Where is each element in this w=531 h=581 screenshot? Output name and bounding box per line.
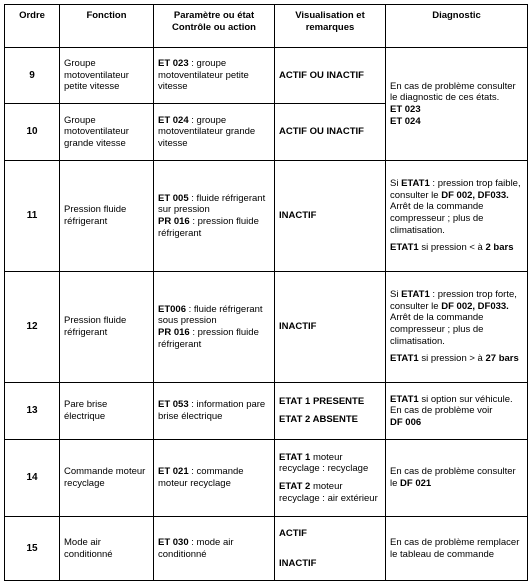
fonction-cell: Pression fluide réfrigerant bbox=[60, 161, 154, 272]
param-cell bbox=[154, 104, 275, 161]
param-code: PR 016 bbox=[158, 327, 190, 338]
diagnostic-table bbox=[4, 4, 528, 581]
param-text: : groupe motoventilateur petite vitesse bbox=[158, 58, 249, 93]
table-row bbox=[5, 383, 528, 440]
diag-text: Arrêt de la commande compresseur ; plus de climatisation. bbox=[390, 201, 484, 236]
diag-code: ETAT1 bbox=[390, 242, 419, 254]
fonction-cell: Pare brise électrique bbox=[60, 383, 154, 440]
diag-text: si pression < à bbox=[418, 242, 486, 254]
header-ordre: Ordre bbox=[5, 5, 60, 48]
vis-line: ACTIF bbox=[279, 527, 307, 539]
param-code: ET 053 bbox=[158, 399, 189, 411]
vis-cell bbox=[275, 383, 386, 440]
param-cell bbox=[154, 440, 275, 517]
diag-text: Arrêt de la commande compresseur ; plus de climatisation. bbox=[390, 312, 484, 347]
param-code: ET 024 bbox=[158, 114, 189, 126]
diag-code: ETAT1 bbox=[390, 393, 419, 405]
fonction-cell: Mode air conditionné bbox=[60, 517, 154, 581]
table-row bbox=[5, 161, 528, 272]
param-code: ET 030 bbox=[158, 536, 189, 548]
diag-cell bbox=[386, 48, 528, 161]
param-code: ET 023 bbox=[158, 58, 189, 70]
diag-text: si option sur véhicule. bbox=[418, 393, 513, 405]
diag-code: ETAT1 bbox=[390, 353, 419, 365]
param-text: : pression fluide réfrigerant bbox=[158, 327, 259, 350]
ordre-cell: 10 bbox=[5, 104, 60, 161]
vis-cell bbox=[275, 440, 386, 517]
diag-code: ET 024 bbox=[390, 115, 421, 127]
table-row bbox=[5, 517, 528, 581]
diag-code: DF 002, DF033. bbox=[441, 189, 509, 201]
diag-cell bbox=[386, 440, 528, 517]
diag-text: : pression trop faible, consulter le bbox=[390, 178, 521, 201]
param-text: : fluide réfrigerant sur pression bbox=[158, 192, 266, 216]
vis-code: ETAT 1 bbox=[279, 451, 311, 463]
diag-text: si pression > à bbox=[418, 353, 486, 365]
param-text: : pression fluide réfrigerant bbox=[158, 216, 259, 239]
header-fonction: Fonction bbox=[60, 5, 154, 48]
param-cell bbox=[154, 161, 275, 272]
vis-line: ETAT 2 ABSENTE bbox=[279, 414, 358, 425]
diag-text: Si bbox=[390, 289, 402, 301]
diag-code: ETAT1 bbox=[401, 178, 430, 190]
param-text: : groupe motoventilateur grande vitesse bbox=[158, 114, 256, 149]
diag-code: ETAT1 bbox=[401, 289, 430, 301]
param-text: : fluide réfrigerant sous pression bbox=[158, 303, 263, 327]
header-visualisation: Visualisation et remarques bbox=[275, 5, 386, 48]
diag-text: Si bbox=[390, 178, 402, 190]
header-parametre: Paramètre ou état Contrôle ou action bbox=[154, 5, 275, 48]
fonction-cell: Pression fluide réfrigerant bbox=[60, 272, 154, 383]
ordre-cell: 9 bbox=[5, 48, 60, 104]
diag-code: 27 bars bbox=[485, 353, 519, 365]
ordre-cell: 13 bbox=[5, 383, 60, 440]
diag-cell bbox=[386, 161, 528, 272]
vis-line: ETAT 1 PRESENTE bbox=[279, 396, 365, 408]
diag-code: ET 023 bbox=[390, 104, 421, 115]
table-row bbox=[5, 48, 528, 104]
param-code: ET 005 bbox=[158, 192, 189, 204]
vis-text: moteur recyclage : air extérieur bbox=[279, 481, 378, 504]
diag-text: : pression trop forte, consulter le bbox=[390, 289, 517, 312]
diag-cell: En cas de problème remplacer le tableau de commande bbox=[386, 517, 528, 581]
header-diagnostic: Diagnostic bbox=[386, 5, 528, 48]
param-text: : information pare brise électrique bbox=[158, 399, 266, 422]
param-cell bbox=[154, 517, 275, 581]
diag-code: DF 006 bbox=[390, 416, 422, 428]
fonction-cell: Commande moteur recyclage bbox=[60, 440, 154, 517]
header-row bbox=[5, 5, 528, 48]
param-code: ET006 bbox=[158, 303, 186, 315]
diag-code: 2 bars bbox=[485, 242, 514, 254]
diag-text: En cas de problème consulter le diagnostic de ces états. bbox=[390, 80, 516, 104]
vis-cell: INACTIF bbox=[275, 272, 386, 383]
ordre-cell: 11 bbox=[5, 161, 60, 272]
param-cell bbox=[154, 48, 275, 104]
param-text: : commande moteur recyclage bbox=[158, 466, 244, 489]
param-cell bbox=[154, 272, 275, 383]
param-code: PR 016 bbox=[158, 216, 190, 227]
vis-cell: ACTIF OU INACTIF bbox=[275, 104, 386, 161]
vis-cell bbox=[275, 517, 386, 581]
vis-line: INACTIF bbox=[279, 557, 317, 569]
param-cell bbox=[154, 383, 275, 440]
diag-code: DF 021 bbox=[400, 478, 432, 489]
vis-cell: INACTIF bbox=[275, 161, 386, 272]
vis-cell: ACTIF OU INACTIF bbox=[275, 48, 386, 104]
vis-code: ETAT 2 bbox=[279, 481, 311, 492]
table-row bbox=[5, 272, 528, 383]
fonction-cell: Groupe motoventilateur grande vitesse bbox=[60, 104, 154, 161]
diag-text: En cas de problème voir bbox=[390, 405, 493, 417]
vis-text: moteur recyclage : recyclage bbox=[279, 451, 369, 475]
ordre-cell: 12 bbox=[5, 272, 60, 383]
diag-text: En cas de problème consulter le bbox=[390, 466, 516, 489]
param-text: : mode air conditionné bbox=[158, 536, 234, 560]
table-row bbox=[5, 440, 528, 517]
param-code: ET 021 bbox=[158, 466, 189, 478]
fonction-cell: Groupe motoventilateur petite vitesse bbox=[60, 48, 154, 104]
diag-code: DF 002, DF033. bbox=[441, 300, 509, 312]
diag-cell bbox=[386, 383, 528, 440]
ordre-cell: 15 bbox=[5, 517, 60, 581]
diag-cell bbox=[386, 272, 528, 383]
ordre-cell: 14 bbox=[5, 440, 60, 517]
